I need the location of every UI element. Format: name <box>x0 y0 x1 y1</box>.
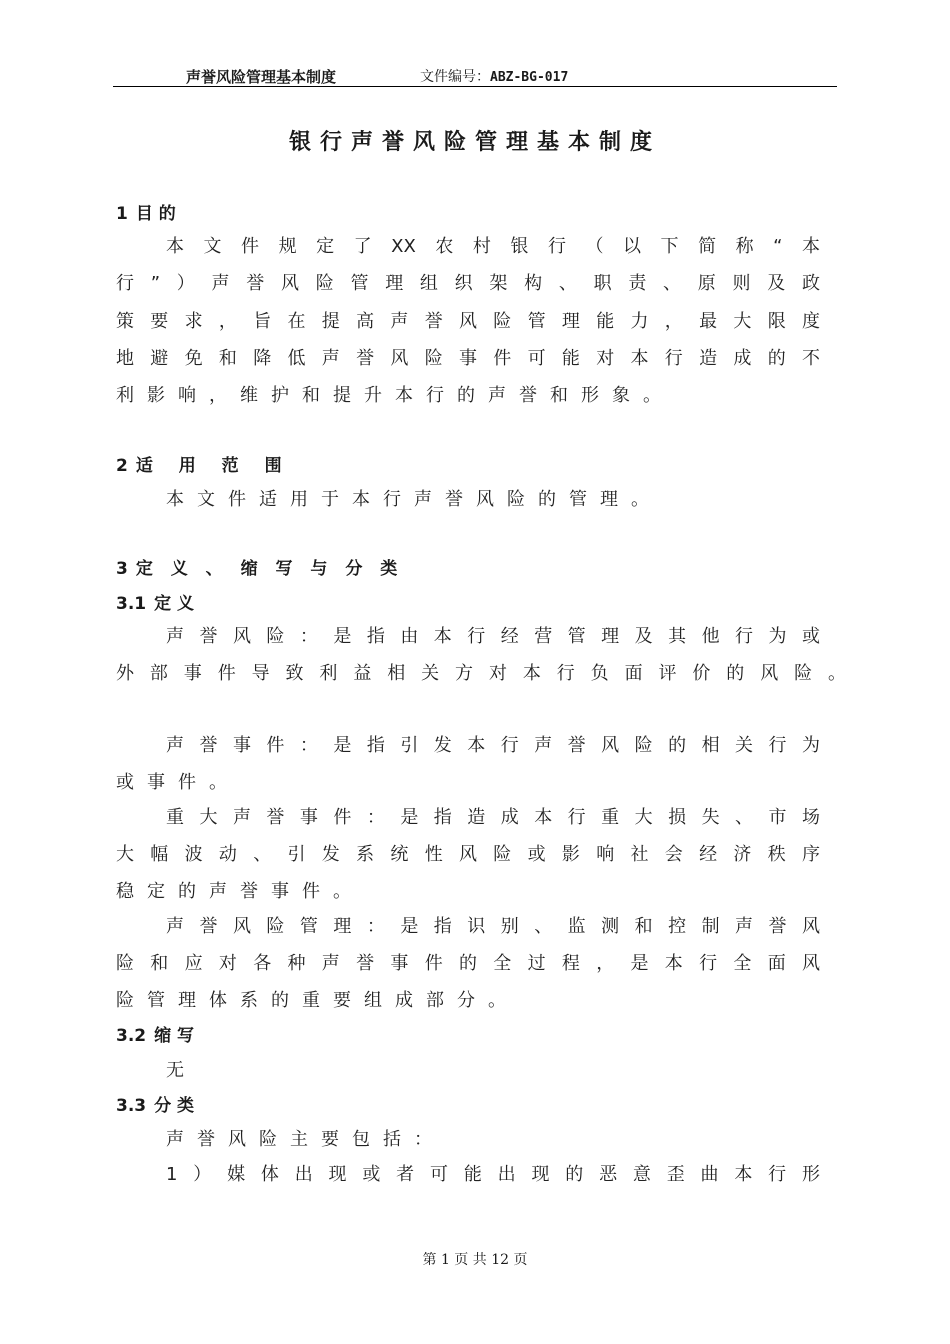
def-major-line-2: 大幅波动、引发系统性风险或影响社会经济秩序 <box>116 844 820 865</box>
class-item-1: 1）媒体出现或者可能出现的恶意歪曲本行形 <box>166 1164 820 1185</box>
abbr-body: 无 <box>166 1060 197 1081</box>
section-3-2-heading: 3.2 缩 写 <box>116 1026 195 1046</box>
def-major-line-3: 稳定的声誉事件。 <box>116 881 364 902</box>
document-title: 银行声誉风险管理基本制度 <box>288 130 661 155</box>
s1-line-2: 行”）声誉风险管理组织架构、职责、原则及政 <box>116 273 820 294</box>
def-mgmt-line-2: 险和应对各种声誉事件的全过程，是本行全面风 <box>116 953 820 974</box>
header-title: 声誉风险管理基本制度 <box>186 68 337 86</box>
def-mgmt-line-3: 险管理体系的重要组成部分。 <box>116 990 519 1011</box>
def-event-line-2: 或事件。 <box>116 772 240 793</box>
def-risk-line-2: 外部事件导致利益相关方对本行负面评价的风险。 <box>116 663 846 684</box>
s1-line-3: 策要求，旨在提高声誉风险管理能力，最大限度 <box>116 311 820 332</box>
s2-line-1: 本文件适用于本行声誉风险的管理。 <box>166 489 662 510</box>
section-1-heading: 1 目 的 <box>116 204 176 224</box>
def-risk-line-1: 声誉风险：是指由本行经营管理及其他行为或 <box>166 626 820 647</box>
page-footer: 第 1 页 共 12 页 <box>422 1252 528 1268</box>
section-3-1-heading: 3.1 定 义 <box>116 594 195 614</box>
header-doc-number <box>420 66 568 86</box>
s1-line-5: 利影响，维护和提升本行的声誉和形象。 <box>116 385 674 406</box>
section-2-heading: 2 适 用 范 围 <box>116 456 292 476</box>
doc-number-label: 文件编号： <box>420 69 490 85</box>
s1-line-1: 本文件规定了XX农村银行（以下简称“本 <box>166 236 820 257</box>
section-3-3-heading: 3.3 分 类 <box>116 1096 195 1116</box>
header-rule <box>113 86 837 87</box>
def-mgmt-line-1: 声誉风险管理：是指识别、监测和控制声誉风 <box>166 916 820 937</box>
doc-number-code: ABZ-BG-017 <box>490 70 569 85</box>
class-intro: 声誉风险主要包括： <box>166 1129 445 1150</box>
def-major-line-1: 重大声誉事件：是指造成本行重大损失、市场 <box>166 807 820 828</box>
def-event-line-1: 声誉事件：是指引发本行声誉风险的相关行为 <box>166 735 820 756</box>
s1-line-4: 地避免和降低声誉风险事件可能对本行造成的不 <box>116 348 820 369</box>
section-3-heading: 3 定 义 、 缩 写 与 分 类 <box>116 559 404 579</box>
